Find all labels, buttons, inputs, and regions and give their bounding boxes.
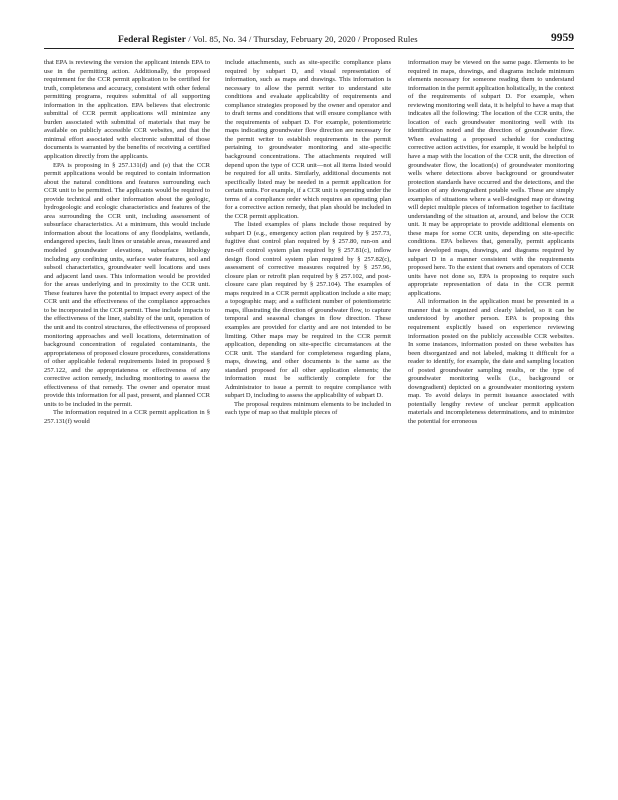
text-column-1 bbox=[44, 59, 210, 759]
body-columns bbox=[44, 59, 574, 759]
paragraph: that EPA is reviewing the version the applicant intends EPA to use in the permitting action. Additionally, the proposed requirement for the CCR permit application to be certified for truth, completeness and accuracy, consistent with other federal permitting programs, requires submittal of all supporting information in the application. EPA believes that electronic submittal of CCR permit applications will minimize any burden associated with submittal of materials that may be available on publicly accessible CCR websites, and that the minimal effort associated with electronic submittal of those documents is warranted by the benefits of receiving a certified application directly from the applicants. bbox=[44, 59, 210, 161]
paragraph: The listed examples of plans include those required by subpart D (e.g., emergency action plan required by § 257.73, fugitive dust control plan required by § 257.80, run-on and run-off control system plan required by § 257.81(c), inflow design flood control system plan required by § 257.82(c), assessment of corrective measures required by § 257.96, closure plan or retrofit plan required by § 257.102, and post-closure care plan required by § 257.104). The examples of maps required in a CCR permit application include a site map; a topographic map; and a sufficient number of potentiometric maps, illustrating the direction of groundwater flow, to capture temporal and seasonal changes in flow direction. These examples are provided for clarity and are not intended to be limiting. Other maps may be required in the CCR permit application, depending on site-specific circumstances at the CCR unit. The standard for completeness regarding plans, maps, drawing, and other documents is the same as the standard proposed for all other application elements; the information must be sufficiently complete for the Administrator to issue a permit to require compliance with subpart D, including to assess the applicability of subpart D. bbox=[225, 221, 391, 400]
paragraph: information may be viewed on the same page. Elements to be required in maps, drawings, and diagrams include minimum elements necessary for someone reading them to understand information in the permit application holistically, in the context of the requirements of subpart D. For example, when reviewing monitoring well data, it is helpful to have a map that indicates all the following: The location of the CCR units, the location of each groundwater monitoring well with its identification noted and the direction of groundwater flow. When evaluating a proposed schedule for conducting corrective action activities, for example, it would be helpful to have a map with the location of the CCR unit, the direction of groundwater flow, the location(s) of groundwater monitoring wells where detections above background or groundwater protection standards have occurred and the detections, and the location of any downgradient potable wells. These are simply examples of situations where a well-designed map or drawing will depict multiple pieces of information together to facilitate understanding of the situation at, around, and below the CCR unit. It may be appropriate to provide additional elements on these maps for some CCR units, depending on site-specific conditions. EPA believes that, generally, permit applicants have developed maps, drawings, and diagrams required by subpart D in a manner consistent with the requirements proposed here. To the extent that owners and operators of CCR units have not done so, EPA is proposing to require such appropriate representation of data in the CCR permit applications. bbox=[408, 59, 574, 297]
page-header bbox=[44, 32, 574, 49]
text-column-2 bbox=[225, 59, 391, 759]
page-number: 9959 bbox=[551, 32, 574, 44]
paragraph: The proposal requires minimum elements to be included in each type of map so that multiple pieces of bbox=[225, 400, 391, 417]
issue-details: / Vol. 85, No. 34 / Thursday, February 20, 2020 / Proposed Rules bbox=[188, 34, 418, 44]
paragraph: The information required in a CCR permit application in § 257.131(f) would bbox=[44, 409, 210, 425]
publication-name: Federal Register bbox=[118, 35, 186, 45]
paragraph: include attachments, such as site-specific compliance plans required by subpart D, and visual representation of information, such as maps and drawings. This information is necessary to allow the permit writer to understand site conditions and evaluate applicability of requirements and compliance strategies proposed by the owner and operator and to draft terms and conditions that will ensure compliance with the requirements of subpart D. For example, potentiometric maps indicating groundwater flow direction are necessary for the permit writer to establish requirements in the permit pertaining to groundwater monitoring and site-specific background concentrations. The attachments required will depend upon the type of CCR unit—not all items listed would be required for all units. Similarly, additional documents not specifically listed may be needed in a permit application for certain units. For example, if a CCR unit is operating under the terms of a compliance order which requires an operating plan for a corrective action remedy, that plan should be included in the CCR permit application. bbox=[225, 59, 391, 220]
paragraph: All information in the application must be presented in a manner that is organized and clearly labeled, so it can be understood by another person. EPA is proposing this requirement explicitly based on experience reviewing information posted on the publicly accessible CCR websites. In some instances, information posted on these websites has been disorganized and not labeled, making it difficult for a reader to identify, for example, the date and sampling location of posted groundwater sampling results, or the type of groundwater monitoring wells (i.e., background or downgradient) depicted on a groundwater monitoring system map. To avoid delays in permit issuance associated with potentially lengthy review of unclear permit application materials and incompleteness determinations, and to minimize the potential for erroneous bbox=[408, 298, 574, 425]
header-citation bbox=[118, 34, 418, 45]
paragraph: EPA is proposing in § 257.131(d) and (e) that the CCR permit applications would be required to contain information about the natural conditions and features surrounding each CCR unit to be permitted. The applicants would be required to provide technical and other information about the geologic, hydrogeologic and ecologic characteristics and features of the area surrounding the CCR unit, including assessment of subsurface characteristics. At a minimum, this would include information about the locations of any floodplains, wetlands, endangered species, fault lines or unstable areas, measured and modeled groundwater elevations, subsurface lithology including any confining units, surface water features, soil and subsoil characteristics, groundwater well locations and uses and adjacent land uses. This information would be provided for the areas underlying and in proximity to the CCR unit. These features have the potential to impact every aspect of the CCR unit and the effectiveness of the compliance approaches to be incorporated in the CCR permit. These include impacts to the effectiveness of the liner, stability of the unit, operation of the unit and its control structures, the effectiveness of proposed monitoring approaches and well locations, determination of background concentration of regulated contaminants, the appropriateness of proposed closure procedures, considerations of other applicable federal requirements listed in proposed § 257.122, and the appropriateness or effectiveness of any corrective action remedy, including monitoring to assess the effectiveness of that remedy. The owner and operator must provide this information for all past, present, and planned CCR units to be included in the permit. bbox=[44, 161, 210, 408]
text-column-3 bbox=[408, 59, 574, 759]
